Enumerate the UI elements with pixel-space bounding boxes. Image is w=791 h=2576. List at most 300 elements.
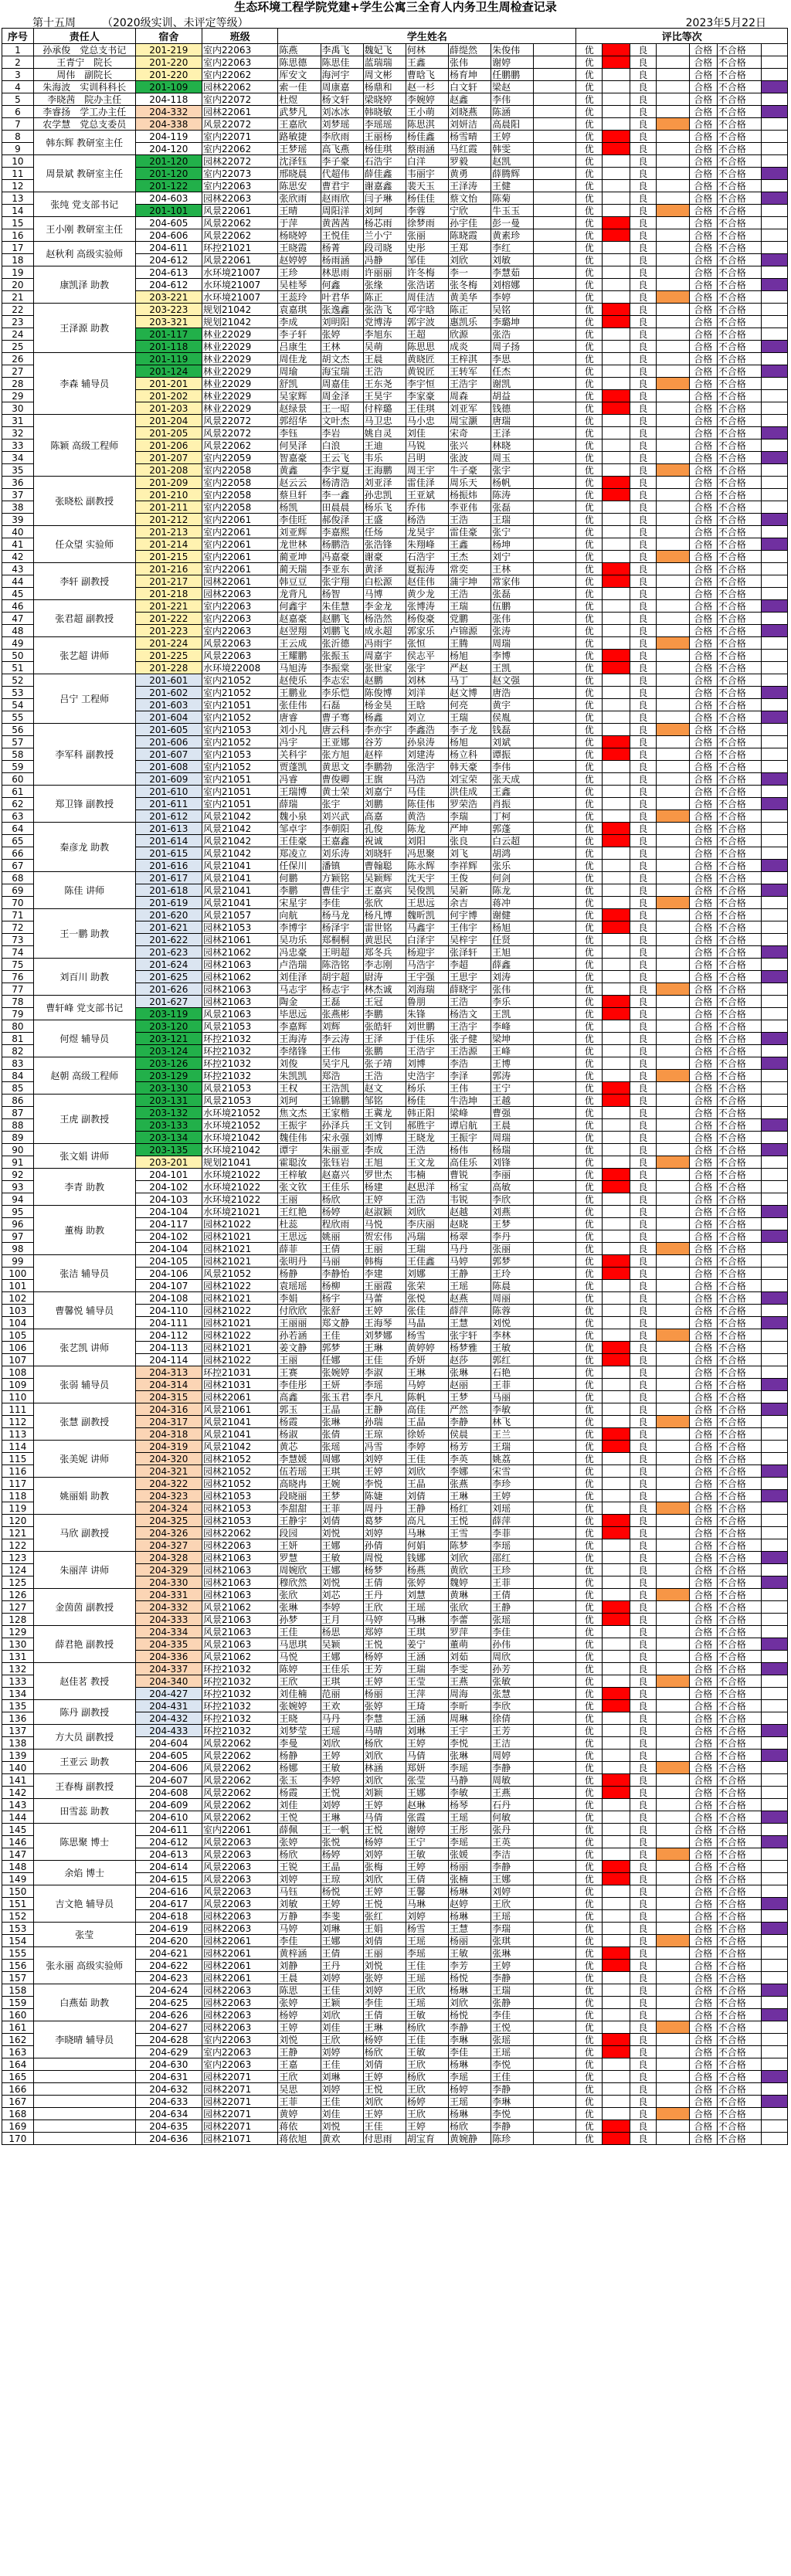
student-name: 张浩飞 bbox=[363, 304, 406, 316]
dorm-number: 201-201 bbox=[135, 378, 202, 390]
grade-liang: 良 bbox=[630, 291, 657, 304]
col-class: 班级 bbox=[202, 29, 278, 44]
grade-buhege: 不合格 bbox=[717, 1342, 762, 1354]
student-name: 任娜 bbox=[321, 1354, 363, 1366]
grade-liang-mark bbox=[656, 1416, 689, 1428]
student-name: 吴功乐 bbox=[278, 934, 321, 946]
grade-hege: 合格 bbox=[689, 884, 717, 897]
student-name: 高鑫 bbox=[278, 1391, 321, 1403]
grade-hege: 合格 bbox=[689, 1082, 717, 1095]
student-name: 王锐 bbox=[278, 1861, 321, 1873]
grade-you-mark bbox=[603, 798, 630, 810]
student-name bbox=[534, 1132, 576, 1144]
grade-you-mark bbox=[603, 563, 630, 575]
grade-buhege-mark bbox=[762, 192, 788, 205]
student-name: 王佳 bbox=[321, 1984, 363, 1997]
student-name: 李娜 bbox=[448, 1465, 491, 1478]
student-name: 张倩 bbox=[321, 1428, 363, 1441]
row-index: 19 bbox=[2, 266, 34, 279]
grade-liang: 良 bbox=[630, 1960, 657, 1972]
grade-liang: 良 bbox=[630, 786, 657, 798]
student-name: 马旭涛 bbox=[278, 662, 321, 674]
dorm-number: 204-431 bbox=[135, 1700, 202, 1712]
grade-liang-mark bbox=[656, 279, 689, 291]
grade-buhege-mark bbox=[762, 1614, 788, 1626]
grade-you-mark bbox=[603, 1799, 630, 1811]
student-name: 祝诚 bbox=[363, 835, 406, 847]
grade-liang: 良 bbox=[630, 44, 657, 56]
student-name: 高敏 bbox=[491, 1181, 534, 1193]
dorm-number: 204-340 bbox=[135, 1675, 202, 1688]
grade-buhege-mark bbox=[762, 724, 788, 736]
student-name: 林晓 bbox=[491, 440, 534, 452]
grade-hege: 合格 bbox=[689, 328, 717, 341]
student-name: 赵文 bbox=[363, 1082, 406, 1095]
grade-you: 优 bbox=[576, 1910, 603, 1923]
grade-buhege-mark bbox=[762, 304, 788, 316]
grade-buhege-mark bbox=[762, 1799, 788, 1811]
student-name bbox=[534, 93, 576, 106]
student-name: 张涛 bbox=[491, 625, 534, 637]
class-name: 室内21052 bbox=[202, 711, 278, 724]
grade-you: 优 bbox=[576, 625, 603, 637]
student-name: 孙芳 bbox=[491, 1663, 534, 1675]
student-name bbox=[534, 427, 576, 440]
grade-you: 优 bbox=[576, 1515, 603, 1527]
student-name: 杨芳 bbox=[448, 1441, 491, 1453]
grade-buhege: 不合格 bbox=[717, 1700, 762, 1712]
grade-buhege-mark bbox=[762, 1651, 788, 1663]
student-name: 王晶 bbox=[321, 1403, 363, 1416]
grade-buhege: 不合格 bbox=[717, 1762, 762, 1774]
grade-you-mark bbox=[603, 1539, 630, 1552]
student-name: 韩豆豆 bbox=[278, 575, 321, 588]
grade-hege: 合格 bbox=[689, 860, 717, 872]
grade-hege: 合格 bbox=[689, 390, 717, 402]
student-name: 黄婷 bbox=[278, 2108, 321, 2120]
student-name: 王一昭 bbox=[321, 402, 363, 415]
grade-buhege-mark bbox=[762, 1737, 788, 1750]
grade-hege: 合格 bbox=[689, 1848, 717, 1861]
table-row bbox=[2, 1515, 788, 1527]
class-name: 园林22063 bbox=[202, 588, 278, 600]
grade-buhege: 不合格 bbox=[717, 1268, 762, 1280]
row-index: 9 bbox=[2, 143, 34, 155]
grade-liang: 良 bbox=[630, 1935, 657, 1947]
grade-buhege: 不合格 bbox=[717, 1527, 762, 1539]
student-name: 牛浩坤 bbox=[448, 1095, 491, 1107]
row-index: 53 bbox=[2, 687, 34, 699]
student-name bbox=[534, 897, 576, 909]
dorm-number: 204-634 bbox=[135, 2108, 202, 2120]
class-name: 环控21032 bbox=[202, 1700, 278, 1712]
student-name: 李婷 bbox=[491, 291, 534, 304]
student-name: 王菲 bbox=[491, 1576, 534, 1589]
dorm-number: 204-623 bbox=[135, 1972, 202, 1984]
responsible-person: 韩东辉 教研室主任 bbox=[33, 131, 135, 155]
student-name: 郭家乐 bbox=[406, 625, 448, 637]
grade-liang: 良 bbox=[630, 2046, 657, 2058]
student-name: 李建 bbox=[363, 1268, 406, 1280]
student-name: 王琪 bbox=[406, 1626, 448, 1638]
grade-liang: 良 bbox=[630, 1564, 657, 1576]
student-name: 赵丽 bbox=[448, 1379, 491, 1391]
grade-buhege: 不合格 bbox=[717, 588, 762, 600]
grade-buhege: 不合格 bbox=[717, 1020, 762, 1033]
student-name: 万静 bbox=[278, 1910, 321, 1923]
student-name bbox=[534, 217, 576, 229]
student-name: 王锦鹏 bbox=[321, 1095, 363, 1107]
student-name: 王月 bbox=[321, 1614, 363, 1626]
grade-you: 优 bbox=[576, 1774, 603, 1787]
student-name: 伍鹏 bbox=[491, 600, 534, 613]
dorm-number: 204-605 bbox=[135, 1750, 202, 1762]
grade-liang: 良 bbox=[630, 489, 657, 501]
student-name: 王倩 bbox=[363, 1576, 406, 1589]
student-name: 宋奇 bbox=[448, 427, 491, 440]
grade-you-mark bbox=[603, 1230, 630, 1243]
grade-you: 优 bbox=[576, 1552, 603, 1564]
grade-you: 优 bbox=[576, 118, 603, 131]
grade-liang: 良 bbox=[630, 180, 657, 192]
dorm-number: 203-120 bbox=[135, 1020, 202, 1033]
page-title: 生态环境工程学院党建+学生公寓三全育人内务卫生周检查记录 bbox=[234, 0, 557, 14]
grade-you: 优 bbox=[576, 946, 603, 959]
dorm-number: 204-621 bbox=[135, 1947, 202, 1960]
row-index: 94 bbox=[2, 1193, 34, 1206]
student-name: 郭涛 bbox=[491, 1070, 534, 1082]
grade-hege: 合格 bbox=[689, 1132, 717, 1144]
student-name: 张婷 bbox=[363, 1972, 406, 1984]
student-name: 邢晓晨 bbox=[278, 168, 321, 180]
student-name: 王珍 bbox=[278, 266, 321, 279]
grade-hege: 合格 bbox=[689, 514, 717, 526]
student-name: 李振棠 bbox=[321, 662, 363, 674]
grade-buhege-mark bbox=[762, 1700, 788, 1712]
student-name bbox=[534, 1416, 576, 1428]
grade-hege: 合格 bbox=[689, 1305, 717, 1317]
grade-buhege-mark bbox=[762, 1675, 788, 1688]
student-name: 张梅 bbox=[363, 1861, 406, 1873]
grade-you-mark bbox=[603, 1601, 630, 1614]
dorm-number: 201-205 bbox=[135, 427, 202, 440]
student-name: 李静 bbox=[491, 1861, 534, 1873]
grade-buhege: 不合格 bbox=[717, 1935, 762, 1947]
grade-hege: 合格 bbox=[689, 477, 717, 489]
grade-hege: 合格 bbox=[689, 662, 717, 674]
grade-buhege-mark bbox=[762, 1576, 788, 1589]
grade-liang: 良 bbox=[630, 959, 657, 971]
grade-you: 优 bbox=[576, 1638, 603, 1651]
student-name: 魏小泉 bbox=[278, 810, 321, 823]
student-name: 孙宇佳 bbox=[448, 217, 491, 229]
class-name: 林业22029 bbox=[202, 353, 278, 365]
student-name: 黄素珍 bbox=[491, 229, 534, 242]
student-name: 周王宇 bbox=[406, 464, 448, 477]
student-name: 马晶 bbox=[406, 1317, 448, 1329]
dorm-number: 204-627 bbox=[135, 2021, 202, 2034]
grade-liang-mark bbox=[656, 996, 689, 1008]
row-index: 170 bbox=[2, 2133, 34, 2145]
grade-liang-mark bbox=[656, 1132, 689, 1144]
student-name: 马丹 bbox=[448, 1243, 491, 1255]
table-row bbox=[2, 477, 788, 489]
responsible-person: 张君超 副教授 bbox=[33, 600, 135, 637]
grade-hege: 合格 bbox=[689, 711, 717, 724]
grade-hege: 合格 bbox=[689, 1626, 717, 1638]
row-index: 154 bbox=[2, 1935, 34, 1947]
grade-you-mark bbox=[603, 699, 630, 711]
grade-liang: 良 bbox=[630, 662, 657, 674]
student-name: 王欣 bbox=[278, 1675, 321, 1688]
grade-liang: 良 bbox=[630, 266, 657, 279]
grade-hege: 合格 bbox=[689, 1935, 717, 1947]
grade-liang: 良 bbox=[630, 1972, 657, 1984]
grade-buhege-mark bbox=[762, 1206, 788, 1218]
student-name bbox=[534, 1960, 576, 1972]
class-name: 水环境21052 bbox=[202, 1119, 278, 1132]
class-name: 风景21042 bbox=[202, 847, 278, 860]
student-name: 高佳 bbox=[406, 1403, 448, 1416]
student-name: 王娜 bbox=[321, 1651, 363, 1663]
grade-liang-mark bbox=[656, 1255, 689, 1268]
student-name: 王雪 bbox=[448, 1527, 491, 1539]
student-name bbox=[534, 1564, 576, 1576]
student-name: 李宇夏 bbox=[321, 464, 363, 477]
grade-buhege: 不合格 bbox=[717, 353, 762, 365]
grade-liang-mark bbox=[656, 118, 689, 131]
grade-buhege-mark bbox=[762, 1960, 788, 1972]
student-name: 李甜甜 bbox=[278, 1502, 321, 1515]
grade-buhege-mark bbox=[762, 1527, 788, 1539]
student-name bbox=[534, 1317, 576, 1329]
grade-liang-mark bbox=[656, 650, 689, 662]
student-name: 陈涵 bbox=[491, 106, 534, 118]
dorm-number: 204-108 bbox=[135, 1292, 202, 1305]
class-name: 风景22062 bbox=[202, 1787, 278, 1799]
dorm-number: 203-223 bbox=[135, 304, 202, 316]
grade-you-mark bbox=[603, 1885, 630, 1898]
student-name: 高飞燕 bbox=[321, 143, 363, 155]
row-index: 60 bbox=[2, 773, 34, 786]
grade-liang: 良 bbox=[630, 860, 657, 872]
student-name: 王菲 bbox=[491, 1379, 534, 1391]
grade-you-mark bbox=[603, 44, 630, 56]
grade-liang-mark bbox=[656, 2120, 689, 2133]
student-name bbox=[534, 637, 576, 650]
grade-liang-mark bbox=[656, 835, 689, 847]
class-name: 风景21041 bbox=[202, 1428, 278, 1441]
grade-hege: 合格 bbox=[689, 748, 717, 761]
student-name: 王敏 bbox=[321, 1762, 363, 1774]
grade-buhege: 不合格 bbox=[717, 1688, 762, 1700]
grade-buhege: 不合格 bbox=[717, 291, 762, 304]
dorm-number: 204-610 bbox=[135, 1811, 202, 1824]
grade-you-mark bbox=[603, 440, 630, 452]
dorm-number: 201-222 bbox=[135, 613, 202, 625]
student-name: 朱丽亚 bbox=[321, 1144, 363, 1156]
student-name: 王鑫 bbox=[406, 56, 448, 69]
grade-you-mark bbox=[603, 1045, 630, 1057]
grade-you: 优 bbox=[576, 699, 603, 711]
grade-you-mark bbox=[603, 724, 630, 736]
student-name bbox=[534, 687, 576, 699]
grade-buhege: 不合格 bbox=[717, 1132, 762, 1144]
grade-you: 优 bbox=[576, 93, 603, 106]
grade-hege: 合格 bbox=[689, 798, 717, 810]
student-name: 陈龙 bbox=[406, 823, 448, 835]
grade-hege: 合格 bbox=[689, 1181, 717, 1193]
table-row bbox=[2, 1057, 788, 1070]
grade-buhege-mark bbox=[762, 1984, 788, 1997]
student-name: 王馨 bbox=[406, 1885, 448, 1898]
grade-you: 优 bbox=[576, 1984, 603, 1997]
grade-buhege-mark bbox=[762, 872, 788, 884]
student-name bbox=[534, 1193, 576, 1206]
grade-liang: 良 bbox=[630, 168, 657, 180]
row-index: 10 bbox=[2, 155, 34, 168]
student-name: 张瑶 bbox=[491, 2034, 534, 2046]
grade-liang-mark bbox=[656, 847, 689, 860]
row-index: 70 bbox=[2, 897, 34, 909]
student-name bbox=[534, 2034, 576, 2046]
grade-buhege-mark bbox=[762, 1824, 788, 1836]
grade-you: 优 bbox=[576, 662, 603, 674]
student-name bbox=[534, 2133, 576, 2145]
grade-buhege: 不合格 bbox=[717, 1292, 762, 1305]
row-index: 56 bbox=[2, 724, 34, 736]
student-name: 张天成 bbox=[491, 773, 534, 786]
grade-you: 优 bbox=[576, 1811, 603, 1824]
class-name: 环控21032 bbox=[202, 1045, 278, 1057]
grade-liang-mark bbox=[656, 1181, 689, 1193]
student-name: 王鑫 bbox=[448, 538, 491, 551]
grade-buhege-mark bbox=[762, 687, 788, 699]
student-name: 王婷 bbox=[406, 1861, 448, 1873]
student-name bbox=[534, 1515, 576, 1527]
student-name: 王琼 bbox=[321, 1873, 363, 1885]
grade-liang: 良 bbox=[630, 192, 657, 205]
student-name: 陈帆 bbox=[406, 1391, 448, 1403]
dorm-number: 201-122 bbox=[135, 180, 202, 192]
student-name: 宋雪 bbox=[491, 1465, 534, 1478]
row-index: 20 bbox=[2, 279, 34, 291]
grade-liang: 良 bbox=[630, 761, 657, 773]
class-name: 风景22062 bbox=[202, 440, 278, 452]
grade-hege: 合格 bbox=[689, 1774, 717, 1787]
row-index: 71 bbox=[2, 909, 34, 921]
class-name: 园林22063 bbox=[202, 1910, 278, 1923]
student-name bbox=[534, 69, 576, 81]
grade-you: 优 bbox=[576, 1688, 603, 1700]
grade-you: 优 bbox=[576, 1070, 603, 1082]
student-name bbox=[534, 1848, 576, 1861]
student-name: 袁嘉琪 bbox=[278, 304, 321, 316]
student-name: 王文龙 bbox=[406, 1156, 448, 1169]
responsible-person: 金茵茵 副教授 bbox=[33, 1589, 135, 1626]
dorm-number: 201-101 bbox=[135, 205, 202, 217]
grade-hege: 合格 bbox=[689, 946, 717, 959]
grade-hege: 合格 bbox=[689, 1750, 717, 1762]
grade-liang: 良 bbox=[630, 1020, 657, 1033]
responsible-person: 吕宁 工程师 bbox=[33, 674, 135, 724]
student-name: 薛晓宇 bbox=[448, 983, 491, 996]
row-index: 24 bbox=[2, 328, 34, 341]
grade-you-mark bbox=[603, 1564, 630, 1576]
grade-liang: 良 bbox=[630, 1354, 657, 1366]
student-name: 刘佳楠 bbox=[278, 1688, 321, 1700]
student-name: 胡宝育 bbox=[406, 2133, 448, 2145]
class-name: 风景22062 bbox=[202, 1811, 278, 1824]
grade-buhege-mark bbox=[762, 2009, 788, 2021]
grade-buhege-mark bbox=[762, 650, 788, 662]
student-name: 陈思佳 bbox=[321, 56, 363, 69]
class-name: 园林21022 bbox=[202, 1280, 278, 1292]
student-name: 王彤 bbox=[448, 1824, 491, 1836]
student-name: 王亚斌 bbox=[406, 489, 448, 501]
class-name: 园林21063 bbox=[202, 983, 278, 996]
class-name: 园林22071 bbox=[202, 2120, 278, 2133]
table-row bbox=[2, 1861, 788, 1873]
student-name: 张浩锋 bbox=[363, 538, 406, 551]
student-name: 王玲 bbox=[491, 1268, 534, 1280]
grade-you: 优 bbox=[576, 217, 603, 229]
student-name: 王浩 bbox=[406, 1144, 448, 1156]
grade-liang-mark bbox=[656, 1564, 689, 1576]
class-name: 室内22062 bbox=[202, 69, 278, 81]
grade-buhege-mark bbox=[762, 538, 788, 551]
student-name: 马婷 bbox=[448, 1255, 491, 1268]
grade-buhege-mark bbox=[762, 983, 788, 996]
grade-liang: 良 bbox=[630, 390, 657, 402]
student-name: 王浩 bbox=[406, 1193, 448, 1206]
grade-buhege-mark bbox=[762, 1910, 788, 1923]
student-name: 罗慧 bbox=[278, 1552, 321, 1564]
student-name: 王敏 bbox=[406, 1848, 448, 1861]
dorm-number: 204-320 bbox=[135, 1453, 202, 1465]
grade-buhege-mark bbox=[762, 1033, 788, 1045]
grade-you: 优 bbox=[576, 650, 603, 662]
student-name bbox=[534, 1218, 576, 1230]
grade-liang-mark bbox=[656, 798, 689, 810]
grade-you: 优 bbox=[576, 341, 603, 353]
grade-liang-mark bbox=[656, 514, 689, 526]
grade-you-mark bbox=[603, 118, 630, 131]
inspection-table bbox=[2, 28, 788, 2145]
student-name: 姚丽 bbox=[321, 1230, 363, 1243]
student-name: 成永超 bbox=[363, 625, 406, 637]
grade-buhege-mark bbox=[762, 860, 788, 872]
student-name: 杨菁 bbox=[321, 242, 363, 254]
dorm-number: 204-332 bbox=[135, 1601, 202, 1614]
grade-hege: 合格 bbox=[689, 2120, 717, 2133]
grade-hege: 合格 bbox=[689, 2034, 717, 2046]
student-name: 曹佳宇 bbox=[321, 884, 363, 897]
grade-liang-mark bbox=[656, 2009, 689, 2021]
student-name bbox=[534, 2120, 576, 2133]
row-index: 165 bbox=[2, 2071, 34, 2083]
grade-liang-mark bbox=[656, 1601, 689, 1614]
grade-buhege-mark bbox=[762, 464, 788, 477]
student-name: 黄婷婷 bbox=[406, 1342, 448, 1354]
class-name: 园林21052 bbox=[202, 1465, 278, 1478]
grade-buhege-mark bbox=[762, 1416, 788, 1428]
class-name: 园林22062 bbox=[202, 81, 278, 93]
grade-hege: 合格 bbox=[689, 2096, 717, 2108]
student-name bbox=[534, 477, 576, 489]
student-name: 张宇 bbox=[406, 662, 448, 674]
student-name bbox=[534, 266, 576, 279]
